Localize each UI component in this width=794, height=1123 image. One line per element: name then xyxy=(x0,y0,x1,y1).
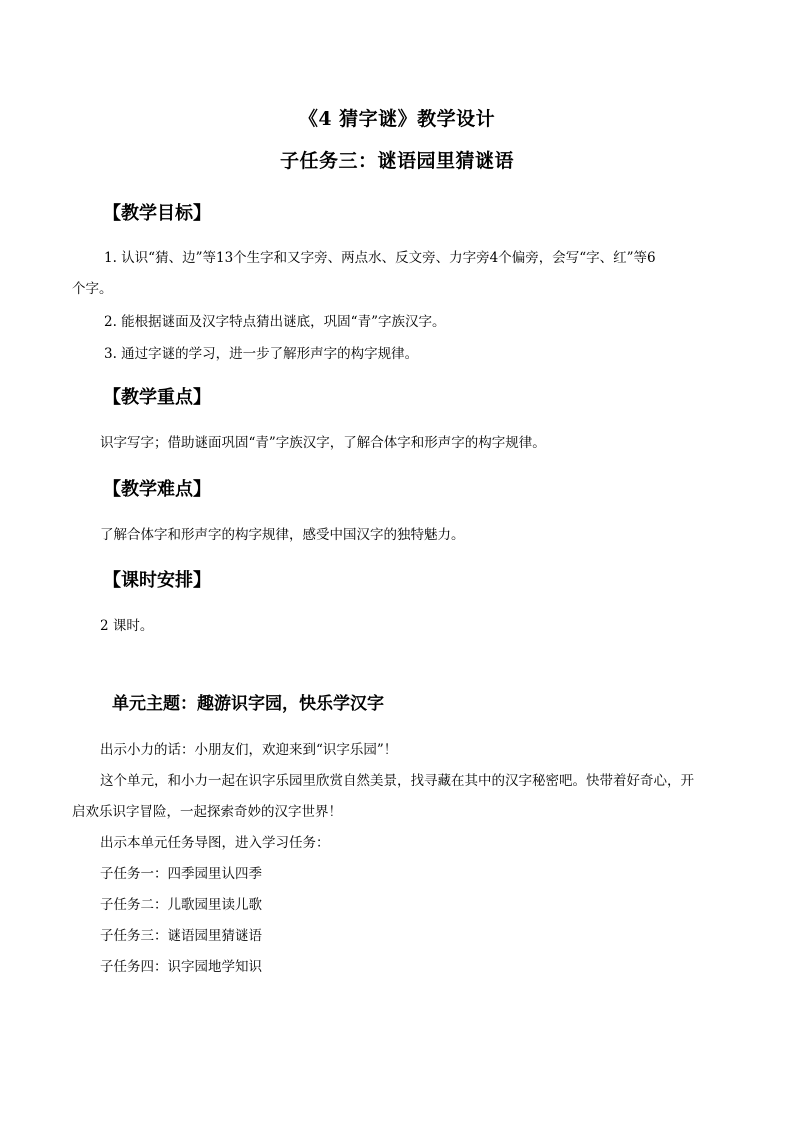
objective-item-1-continued: 个字。 xyxy=(72,281,113,297)
difficulties-heading: 【教学难点】 xyxy=(103,479,211,500)
unit-intro: 出示小力的话：小朋友们，欢迎来到“识字乐园”！ xyxy=(100,742,398,758)
objective-item-3: 3. 通过字谜的学习，进一步了解形声字的构字规律。 xyxy=(104,346,419,362)
schedule-text: 2 课时。 xyxy=(100,618,154,634)
document-subtitle: 子任务三：谜语园里猜谜语 xyxy=(279,150,514,172)
objectives-heading: 【教学目标】 xyxy=(103,203,211,224)
objective-item-2: 2. 能根据谜面及汉字特点猜出谜底，巩固“青”字族汉字。 xyxy=(104,314,446,330)
unit-paragraph-line-2: 启欢乐识字冒险，一起探索奇妙的汉字世界！ xyxy=(72,804,342,820)
task-item-1: 子任务一：四季园里认四季 xyxy=(100,866,262,882)
task-item-3: 子任务三：谜语园里猜谜语 xyxy=(100,928,262,944)
task-item-4: 子任务四：识字园地学知识 xyxy=(100,959,262,975)
objective-item-1: 1. 认识“猜、边”等13个生字和又字旁、两点水、反文旁、力字旁4个偏旁，会写“字、红”等6 xyxy=(104,250,656,266)
unit-paragraph-line-1: 这个单元，和小力一起在识字乐园里欣赏自然美景，找寻藏在其中的汉字秘密吧。快带着好奇心，开 xyxy=(100,773,694,789)
difficulties-text: 了解合体字和形声字的构字规律，感受中国汉字的独特魅力。 xyxy=(100,527,465,543)
key-points-text: 识字写字；借助谜面巩固“青”字族汉字，了解合体字和形声字的构字规律。 xyxy=(100,435,546,451)
task-map-intro: 出示本单元任务导图，进入学习任务： xyxy=(100,835,330,851)
unit-theme: 单元主题：趣游识字园，快乐学汉字 xyxy=(112,694,384,714)
task-item-2: 子任务二：儿歌园里读儿歌 xyxy=(100,897,262,913)
schedule-heading: 【课时安排】 xyxy=(103,570,211,591)
document-title: 《4 猜字谜》教学设计 xyxy=(298,108,496,130)
key-points-heading: 【教学重点】 xyxy=(103,387,211,408)
